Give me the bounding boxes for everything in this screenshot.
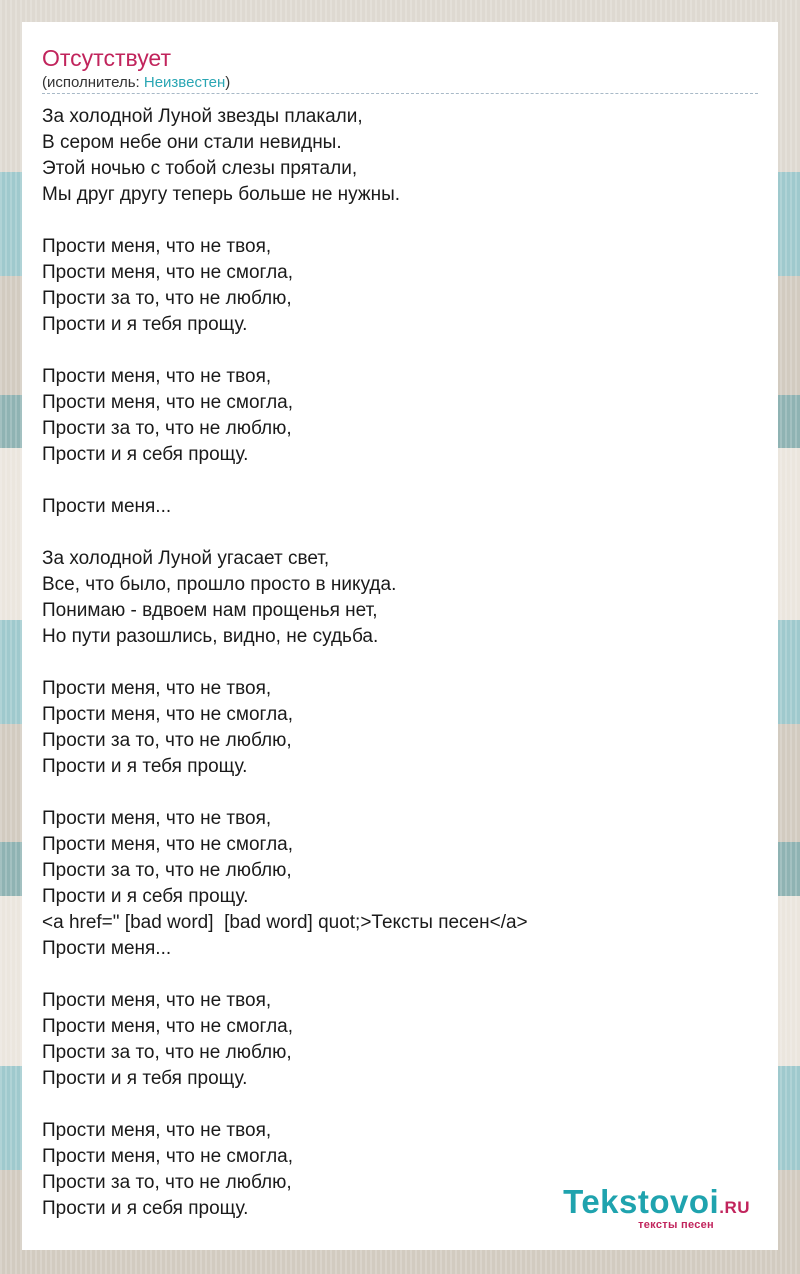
lyric-line: За холодной Луной угасает свет, — [42, 548, 330, 569]
lyric-line — [42, 650, 758, 676]
lyric-line: <a href=" [bad word] [bad word] quot;>Тексты песен</a> — [42, 912, 528, 933]
artist-prefix: (исполнитель: — [42, 74, 144, 91]
lyric-line: Прости меня, что не твоя, — [42, 808, 272, 829]
song-title: Отсутствует — [42, 45, 171, 71]
lyric-line: Прости и я тебя прощу. — [42, 756, 248, 777]
lyric-line: Но пути разошлись, видно, не судьба. — [42, 626, 379, 647]
logo-tld: .RU — [719, 1198, 750, 1217]
artist-suffix: ) — [225, 74, 231, 91]
lyric-line: Прости и я тебя прощу. — [42, 1068, 248, 1089]
lyric-line — [42, 338, 758, 364]
lyric-line — [42, 1092, 758, 1118]
logo-name: Tekstovoi — [563, 1183, 720, 1220]
lyric-line: За холодной Луной звезды плакали, — [42, 106, 363, 127]
lyric-line: Прости меня... — [42, 496, 172, 517]
lyric-line: Прости меня, что не твоя, — [42, 366, 272, 387]
lyric-line: Прости и я себя прощу. — [42, 886, 249, 907]
lyric-line: Прости за то, что не люблю, — [42, 860, 292, 881]
lyric-line: Прости за то, что не люблю, — [42, 730, 292, 751]
lyrics-card — [22, 22, 778, 1250]
lyric-line: Прости меня, что не твоя, — [42, 236, 272, 257]
lyrics-text — [42, 104, 758, 1222]
lyric-line: Прости и я себя прощу. — [42, 444, 249, 465]
lyric-line: Прости меня, что не твоя, — [42, 678, 272, 699]
lyric-line: Прости за то, что не люблю, — [42, 1172, 292, 1193]
lyric-line — [42, 208, 758, 234]
lyric-line: Этой ночью с тобой слезы прятали, — [42, 158, 358, 179]
lyric-line: Прости за то, что не люблю, — [42, 1042, 292, 1063]
lyric-line: Прости меня... — [42, 938, 172, 959]
lyric-line: Понимаю - вдвоем нам прощенья нет, — [42, 600, 378, 621]
lyric-line: Прости меня, что не твоя, — [42, 990, 272, 1011]
lyric-line: Прости меня, что не смогла, — [42, 1146, 293, 1167]
lyric-line — [42, 468, 758, 494]
lyric-line: Мы друг другу теперь больше не нужны. — [42, 184, 401, 205]
lyric-line: Прости меня, что не смогла, — [42, 262, 293, 283]
lyric-line: Прости меня, что не смогла, — [42, 704, 293, 725]
lyric-line — [42, 520, 758, 546]
lyric-line: Прости и я тебя прощу. — [42, 314, 248, 335]
lyric-line: Прости меня, что не твоя, — [42, 1120, 272, 1141]
lyric-line: Все, что было, прошло просто в никуда. — [42, 574, 397, 595]
title-divider — [42, 93, 758, 94]
lyric-line: Прости меня, что не смогла, — [42, 392, 293, 413]
lyric-line: Прости за то, что не люблю, — [42, 418, 292, 439]
site-logo[interactable] — [540, 1184, 750, 1230]
artist-line — [42, 74, 230, 92]
lyric-line — [42, 780, 758, 806]
lyric-line: Прости меня, что не смогла, — [42, 1016, 293, 1037]
lyric-line: Прости и я себя прощу. — [42, 1198, 249, 1219]
lyric-line: Прости за то, что не люблю, — [42, 288, 292, 309]
artist-link[interactable]: Неизвестен — [143, 74, 226, 91]
lyric-line: Прости меня, что не смогла, — [42, 834, 293, 855]
lyric-line — [42, 962, 758, 988]
lyric-line: В сером небе они стали невидны. — [42, 132, 342, 153]
logo-tagline: тексты песен — [638, 1219, 714, 1231]
